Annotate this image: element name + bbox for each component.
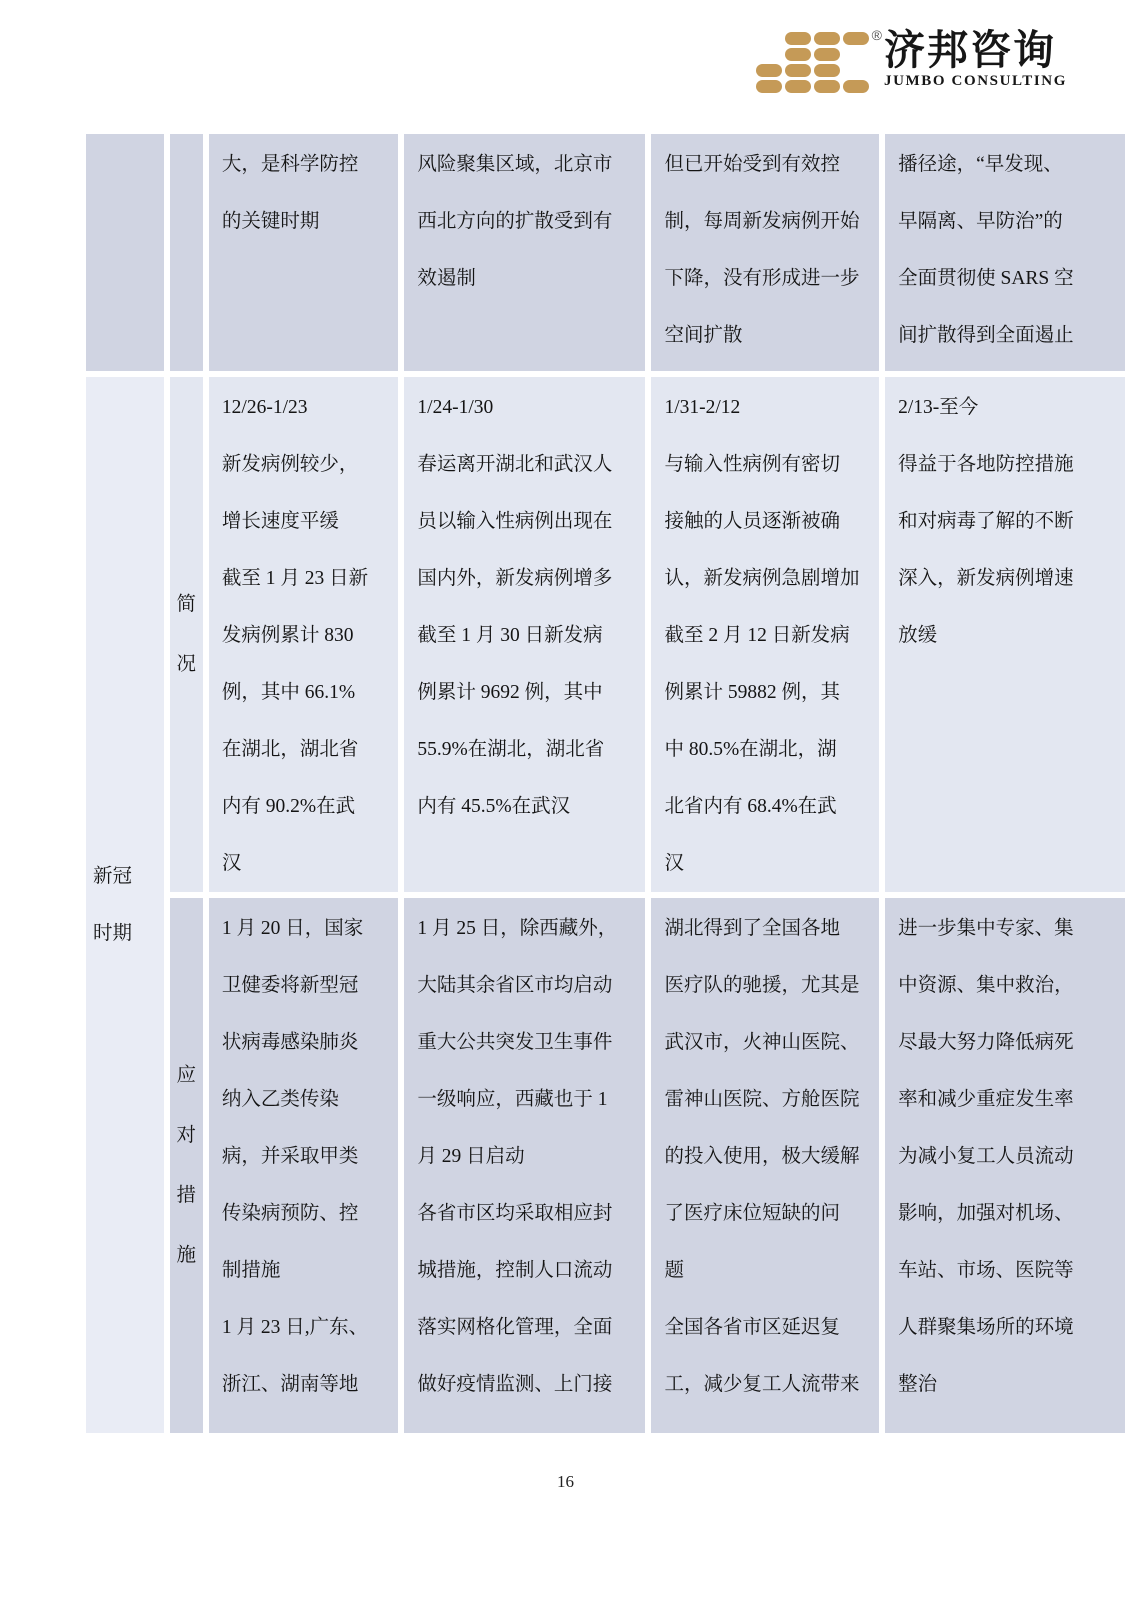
logo-blocks-icon xyxy=(756,32,869,93)
table-row-continuation xyxy=(86,134,1125,371)
row-label-brief: 简 况 xyxy=(170,377,203,892)
company-logo xyxy=(756,28,1067,93)
spacer-side-cell xyxy=(86,134,164,371)
table-cell: 1/24-1/30 春运离开湖北和武汉人 员以输入性病例出现在 国内外，新发病例增多 截至 1 月 30 日新发病 例累计 9692 例，其中 55.9%在湖北，湖北省 内有 45.5%在武汉 xyxy=(404,377,645,892)
spacer-label-cell xyxy=(170,134,203,371)
table-cell: 1 月 25 日，除西藏外， 大陆其余省区市均启动 重大公共突发卫生事件 一级响应，西藏也于 1 月 29 日启动 各省市区均采取相应封 城措施，控制人口流动 落实网格化管理，全面 做好疫情监测、上门接 xyxy=(404,898,645,1433)
table-cell: 风险聚集区域，北京市 西北方向的扩散受到有 效遏制 xyxy=(404,134,645,371)
table-row-measures xyxy=(86,898,1125,1433)
table-cell: 播径途，“早发现、 早隔离、早防治”的 全面贯彻使 SARS 空 间扩散得到全面遏止 xyxy=(885,134,1125,371)
table-cell: 1/31-2/12 与输入性病例有密切 接触的人员逐渐被确 认，新发病例急剧增加 截至 2 月 12 日新发病 例累计 59882 例，其 中 80.5%在湖北，湖 北省内有 68.4%在武 汉 xyxy=(651,377,879,892)
table-row-brief xyxy=(86,377,1125,892)
registered-trademark-icon: ® xyxy=(871,27,882,43)
table-cell: 湖北得到了全国各地 医疗队的驰援，尤其是 武汉市，火神山医院、 雷神山医院、方舱医院 的投入使用，极大缓解 了医疗床位短缺的问 题 全国各省市区延迟复 工，减少复工人流带来 xyxy=(651,898,879,1433)
row-label-measures: 应 对 措 施 xyxy=(170,898,203,1433)
table-cell: 大，是科学防控 的关键时期 xyxy=(209,134,399,371)
covid-period-comparison-table xyxy=(80,128,1131,1439)
table-cell: 进一步集中专家、集 中资源、集中救治， 尽最大努力降低病死 率和减少重症发生率 为减小复工人员流动 影响，加强对机场、 车站、市场、医院等 人群聚集场所的环境 整治 xyxy=(885,898,1125,1433)
page-number: 16 xyxy=(557,1472,574,1491)
brand-name-english: JUMBO CONSULTING xyxy=(884,73,1067,89)
table-cell: 但已开始受到有效控 制，每周新发病例开始 下降，没有形成进一步 空间扩散 xyxy=(651,134,879,371)
table-cell: 12/26-1/23 新发病例较少， 增长速度平缓 截至 1 月 23 日新 发病例累计 830 例，其中 66.1% 在湖北，湖北省 内有 90.2%在武 汉 xyxy=(209,377,399,892)
brand-name-chinese: 济邦咨询 xyxy=(884,27,1056,73)
table-cell: 1 月 20 日，国家 卫健委将新型冠 状病毒感染肺炎 纳入乙类传染 病，并采取甲类 传染病预防、控 制措施 1 月 23 日,广东、 浙江、湖南等地 xyxy=(209,898,399,1433)
row-group-label-covid-period: 新冠 时期 xyxy=(86,377,164,1433)
table-cell: 2/13-至今 得益于各地防控措施 和对病毒了解的不断 深入，新发病例增速 放缓 xyxy=(885,377,1125,892)
